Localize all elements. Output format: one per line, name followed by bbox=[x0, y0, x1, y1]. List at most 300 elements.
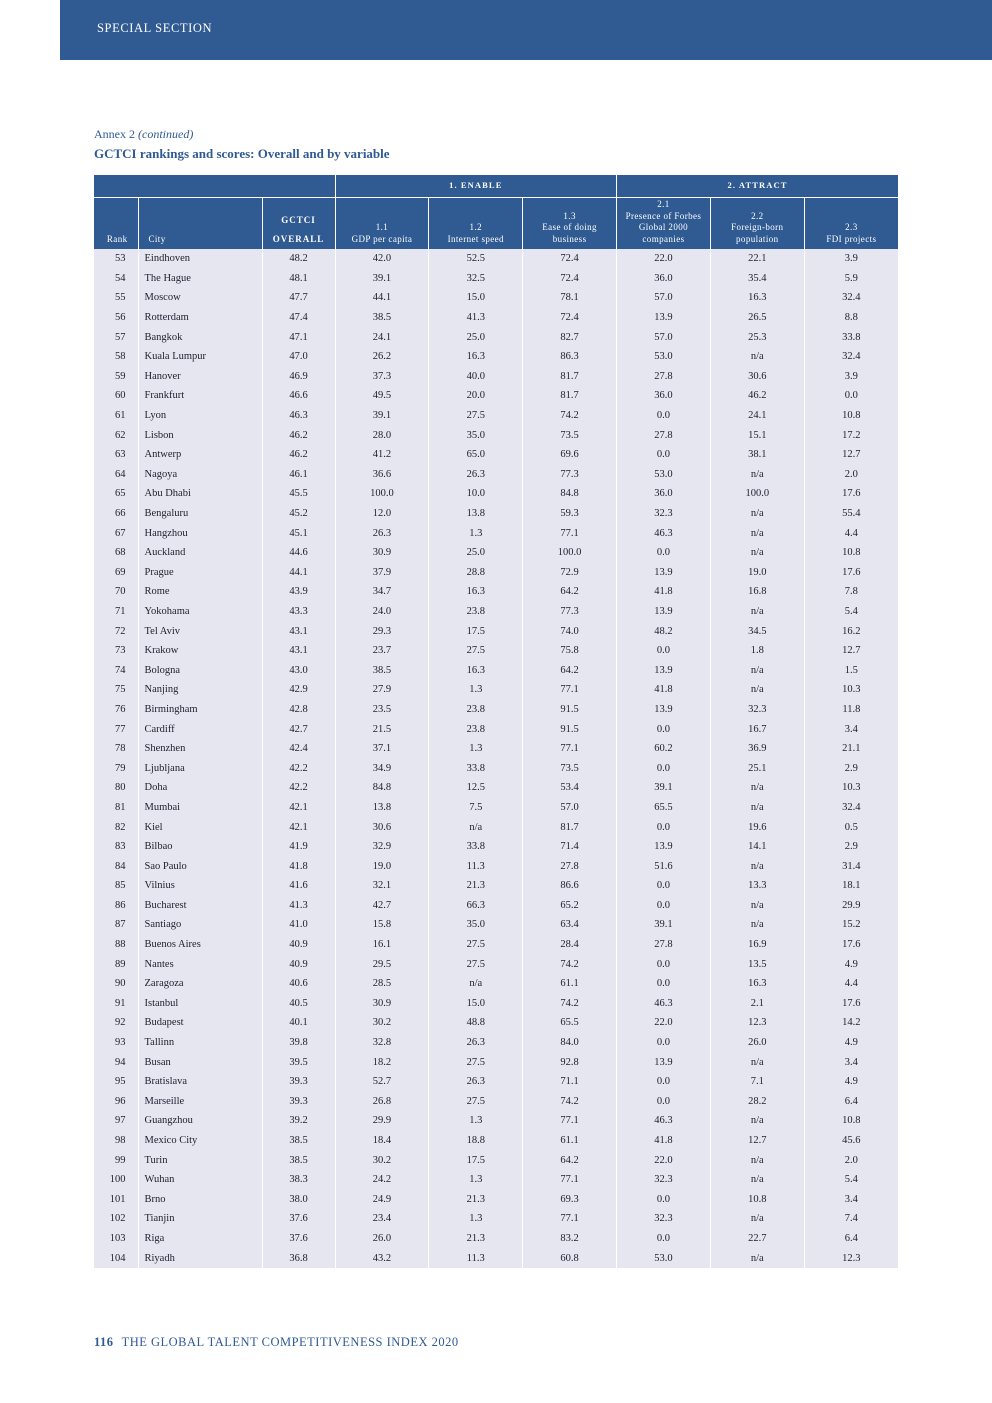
table-row bbox=[94, 994, 898, 1014]
foreign-born-cell: n/a bbox=[710, 523, 804, 543]
overall-cell: 42.1 bbox=[262, 817, 335, 837]
rank-cell: 97 bbox=[94, 1111, 138, 1131]
city-cell: Santiago bbox=[138, 915, 262, 935]
gdp-cell: 26.0 bbox=[335, 1229, 429, 1249]
col-business-name: Ease of doing business bbox=[542, 222, 597, 244]
overall-cell: 42.8 bbox=[262, 700, 335, 720]
rank-cell: 62 bbox=[94, 425, 138, 445]
fdi-cell: 12.7 bbox=[804, 641, 898, 661]
col-city: City bbox=[138, 198, 262, 250]
rank-cell: 78 bbox=[94, 739, 138, 759]
col-fdi-name: FDI projects bbox=[826, 233, 877, 244]
gdp-cell: 26.3 bbox=[335, 523, 429, 543]
business-cell: 83.2 bbox=[523, 1229, 617, 1249]
page-footer bbox=[94, 1335, 459, 1350]
forbes-cell: 0.0 bbox=[617, 758, 711, 778]
city-cell: Moscow bbox=[138, 288, 262, 308]
rank-cell: 55 bbox=[94, 288, 138, 308]
col-overall-bottom: OVERALL bbox=[272, 233, 325, 244]
internet-cell: n/a bbox=[429, 974, 523, 994]
business-cell: 82.7 bbox=[523, 327, 617, 347]
internet-cell: 17.5 bbox=[429, 621, 523, 641]
foreign-born-cell: n/a bbox=[710, 1248, 804, 1268]
gdp-cell: 37.3 bbox=[335, 367, 429, 387]
col-rank: Rank bbox=[94, 198, 138, 250]
internet-cell: 35.0 bbox=[429, 425, 523, 445]
city-cell: Bratislava bbox=[138, 1072, 262, 1092]
rank-cell: 66 bbox=[94, 504, 138, 524]
internet-cell: 27.5 bbox=[429, 1052, 523, 1072]
table-row bbox=[94, 641, 898, 661]
city-cell: Brno bbox=[138, 1190, 262, 1210]
overall-cell: 47.7 bbox=[262, 288, 335, 308]
rank-cell: 64 bbox=[94, 465, 138, 485]
business-cell: 74.2 bbox=[523, 1092, 617, 1112]
foreign-born-cell: 38.1 bbox=[710, 445, 804, 465]
rank-cell: 99 bbox=[94, 1150, 138, 1170]
internet-cell: 16.3 bbox=[429, 582, 523, 602]
gdp-cell: 21.5 bbox=[335, 719, 429, 739]
foreign-born-cell: 15.1 bbox=[710, 425, 804, 445]
forbes-cell: 51.6 bbox=[617, 856, 711, 876]
gdp-cell: 23.5 bbox=[335, 700, 429, 720]
table-row bbox=[94, 386, 898, 406]
fdi-cell: 2.9 bbox=[804, 758, 898, 778]
table-row bbox=[94, 758, 898, 778]
table-row bbox=[94, 347, 898, 367]
col-forbes-name: Presence of Forbes Global 2000 companies bbox=[625, 210, 702, 244]
rank-cell: 76 bbox=[94, 700, 138, 720]
business-cell: 81.7 bbox=[523, 367, 617, 387]
forbes-cell: 13.9 bbox=[617, 660, 711, 680]
city-cell: Mexico City bbox=[138, 1131, 262, 1151]
rank-cell: 100 bbox=[94, 1170, 138, 1190]
city-cell: Shenzhen bbox=[138, 739, 262, 759]
rank-cell: 59 bbox=[94, 367, 138, 387]
fdi-cell: 8.8 bbox=[804, 308, 898, 328]
forbes-cell: 0.0 bbox=[617, 1190, 711, 1210]
table-row bbox=[94, 465, 898, 485]
gdp-cell: 24.0 bbox=[335, 602, 429, 622]
forbes-cell: 53.0 bbox=[617, 347, 711, 367]
business-cell: 72.9 bbox=[523, 563, 617, 583]
internet-cell: 26.3 bbox=[429, 1072, 523, 1092]
business-cell: 65.5 bbox=[523, 1013, 617, 1033]
table-row bbox=[94, 523, 898, 543]
forbes-cell: 0.0 bbox=[617, 719, 711, 739]
fdi-cell: 3.4 bbox=[804, 1052, 898, 1072]
business-cell: 65.2 bbox=[523, 896, 617, 916]
gdp-cell: 84.8 bbox=[335, 778, 429, 798]
table-row bbox=[94, 406, 898, 426]
forbes-cell: 0.0 bbox=[617, 817, 711, 837]
overall-cell: 44.1 bbox=[262, 563, 335, 583]
foreign-born-cell: 14.1 bbox=[710, 837, 804, 857]
internet-cell: 23.8 bbox=[429, 700, 523, 720]
fdi-cell: 17.6 bbox=[804, 935, 898, 955]
business-cell: 91.5 bbox=[523, 719, 617, 739]
overall-cell: 36.8 bbox=[262, 1248, 335, 1268]
overall-cell: 43.1 bbox=[262, 621, 335, 641]
business-cell: 53.4 bbox=[523, 778, 617, 798]
table-row bbox=[94, 1033, 898, 1053]
city-cell: Rotterdam bbox=[138, 308, 262, 328]
city-cell: Sao Paulo bbox=[138, 856, 262, 876]
overall-cell: 47.0 bbox=[262, 347, 335, 367]
internet-cell: 32.5 bbox=[429, 269, 523, 289]
table-row bbox=[94, 563, 898, 583]
table-row bbox=[94, 602, 898, 622]
fdi-cell: 18.1 bbox=[804, 876, 898, 896]
overall-cell: 41.8 bbox=[262, 856, 335, 876]
forbes-cell: 0.0 bbox=[617, 641, 711, 661]
city-cell: Cardiff bbox=[138, 719, 262, 739]
section-banner bbox=[60, 0, 992, 60]
internet-cell: 23.8 bbox=[429, 602, 523, 622]
city-cell: Riga bbox=[138, 1229, 262, 1249]
city-cell: Rome bbox=[138, 582, 262, 602]
col-business bbox=[523, 198, 617, 250]
internet-cell: 1.3 bbox=[429, 1111, 523, 1131]
internet-cell: 23.8 bbox=[429, 719, 523, 739]
business-cell: 69.6 bbox=[523, 445, 617, 465]
overall-cell: 37.6 bbox=[262, 1229, 335, 1249]
foreign-born-cell: n/a bbox=[710, 896, 804, 916]
gdp-cell: 38.5 bbox=[335, 660, 429, 680]
forbes-cell: 53.0 bbox=[617, 465, 711, 485]
gdp-cell: 52.7 bbox=[335, 1072, 429, 1092]
internet-cell: 1.3 bbox=[429, 680, 523, 700]
gdp-cell: 19.0 bbox=[335, 856, 429, 876]
fdi-cell: 2.0 bbox=[804, 1150, 898, 1170]
table-row bbox=[94, 582, 898, 602]
fdi-cell: 11.8 bbox=[804, 700, 898, 720]
forbes-cell: 0.0 bbox=[617, 974, 711, 994]
gdp-cell: 41.2 bbox=[335, 445, 429, 465]
fdi-cell: 3.9 bbox=[804, 367, 898, 387]
overall-cell: 42.4 bbox=[262, 739, 335, 759]
rank-cell: 67 bbox=[94, 523, 138, 543]
internet-cell: 17.5 bbox=[429, 1150, 523, 1170]
internet-cell: 10.0 bbox=[429, 484, 523, 504]
foreign-born-cell: n/a bbox=[710, 798, 804, 818]
city-cell: Auckland bbox=[138, 543, 262, 563]
fdi-cell: 5.9 bbox=[804, 269, 898, 289]
rank-cell: 87 bbox=[94, 915, 138, 935]
col-gdp-name: GDP per capita bbox=[351, 233, 413, 244]
internet-cell: 35.0 bbox=[429, 915, 523, 935]
business-cell: 73.5 bbox=[523, 758, 617, 778]
forbes-cell: 0.0 bbox=[617, 1033, 711, 1053]
gdp-cell: 49.5 bbox=[335, 386, 429, 406]
rank-cell: 90 bbox=[94, 974, 138, 994]
rank-cell: 56 bbox=[94, 308, 138, 328]
gdp-cell: 32.9 bbox=[335, 837, 429, 857]
overall-cell: 37.6 bbox=[262, 1209, 335, 1229]
annex-continued: (continued) bbox=[138, 127, 194, 141]
rank-cell: 77 bbox=[94, 719, 138, 739]
forbes-cell: 22.0 bbox=[617, 1150, 711, 1170]
internet-cell: 33.8 bbox=[429, 758, 523, 778]
table-row bbox=[94, 308, 898, 328]
gdp-cell: 42.0 bbox=[335, 249, 429, 269]
gdp-cell: 38.5 bbox=[335, 308, 429, 328]
table-row bbox=[94, 817, 898, 837]
col-internet bbox=[429, 198, 523, 250]
foreign-born-cell: 46.2 bbox=[710, 386, 804, 406]
city-cell: Frankfurt bbox=[138, 386, 262, 406]
city-cell: Bengaluru bbox=[138, 504, 262, 524]
table-row bbox=[94, 445, 898, 465]
rank-cell: 91 bbox=[94, 994, 138, 1014]
gdp-cell: 39.1 bbox=[335, 269, 429, 289]
overall-cell: 46.6 bbox=[262, 386, 335, 406]
table-row bbox=[94, 288, 898, 308]
city-cell: Nantes bbox=[138, 954, 262, 974]
overall-cell: 38.0 bbox=[262, 1190, 335, 1210]
gdp-cell: 34.7 bbox=[335, 582, 429, 602]
gdp-cell: 24.2 bbox=[335, 1170, 429, 1190]
business-cell: 77.3 bbox=[523, 602, 617, 622]
fdi-cell: 6.4 bbox=[804, 1092, 898, 1112]
forbes-cell: 13.9 bbox=[617, 1052, 711, 1072]
rank-cell: 65 bbox=[94, 484, 138, 504]
foreign-born-cell: 16.3 bbox=[710, 288, 804, 308]
foreign-born-cell: 13.3 bbox=[710, 876, 804, 896]
forbes-cell: 13.9 bbox=[617, 700, 711, 720]
internet-cell: 27.5 bbox=[429, 406, 523, 426]
internet-cell: 27.5 bbox=[429, 1092, 523, 1112]
foreign-born-cell: 36.9 bbox=[710, 739, 804, 759]
foreign-born-cell: 26.0 bbox=[710, 1033, 804, 1053]
table-row bbox=[94, 1072, 898, 1092]
city-cell: Birmingham bbox=[138, 700, 262, 720]
city-cell: Ljubljana bbox=[138, 758, 262, 778]
internet-cell: 25.0 bbox=[429, 543, 523, 563]
fdi-cell: 3.4 bbox=[804, 719, 898, 739]
internet-cell: 52.5 bbox=[429, 249, 523, 269]
internet-cell: 12.5 bbox=[429, 778, 523, 798]
rank-cell: 79 bbox=[94, 758, 138, 778]
city-cell: Antwerp bbox=[138, 445, 262, 465]
fdi-cell: 10.3 bbox=[804, 778, 898, 798]
city-cell: Hanover bbox=[138, 367, 262, 387]
gdp-cell: 30.6 bbox=[335, 817, 429, 837]
city-cell: Nagoya bbox=[138, 465, 262, 485]
forbes-cell: 0.0 bbox=[617, 1092, 711, 1112]
city-cell: Abu Dhabi bbox=[138, 484, 262, 504]
table-row bbox=[94, 621, 898, 641]
business-cell: 77.1 bbox=[523, 739, 617, 759]
business-cell: 78.1 bbox=[523, 288, 617, 308]
forbes-cell: 41.8 bbox=[617, 1131, 711, 1151]
overall-cell: 40.1 bbox=[262, 1013, 335, 1033]
business-cell: 73.5 bbox=[523, 425, 617, 445]
overall-cell: 39.8 bbox=[262, 1033, 335, 1053]
table-row bbox=[94, 700, 898, 720]
business-cell: 72.4 bbox=[523, 308, 617, 328]
foreign-born-cell: n/a bbox=[710, 915, 804, 935]
city-cell: Tel Aviv bbox=[138, 621, 262, 641]
city-cell: Doha bbox=[138, 778, 262, 798]
table-row bbox=[94, 896, 898, 916]
rank-cell: 95 bbox=[94, 1072, 138, 1092]
table-row bbox=[94, 269, 898, 289]
overall-cell: 46.2 bbox=[262, 445, 335, 465]
fdi-cell: 10.8 bbox=[804, 1111, 898, 1131]
forbes-cell: 39.1 bbox=[617, 915, 711, 935]
rank-cell: 81 bbox=[94, 798, 138, 818]
gdp-cell: 36.6 bbox=[335, 465, 429, 485]
gdp-cell: 32.1 bbox=[335, 876, 429, 896]
foreign-born-cell: 7.1 bbox=[710, 1072, 804, 1092]
forbes-cell: 0.0 bbox=[617, 896, 711, 916]
gdp-cell: 30.9 bbox=[335, 994, 429, 1014]
city-cell: Bilbao bbox=[138, 837, 262, 857]
business-cell: 92.8 bbox=[523, 1052, 617, 1072]
table-row bbox=[94, 425, 898, 445]
rank-cell: 54 bbox=[94, 269, 138, 289]
fdi-cell: 45.6 bbox=[804, 1131, 898, 1151]
table-row bbox=[94, 1111, 898, 1131]
business-cell: 72.4 bbox=[523, 249, 617, 269]
foreign-born-cell: 32.3 bbox=[710, 700, 804, 720]
table-header bbox=[94, 175, 898, 249]
fdi-cell: 1.5 bbox=[804, 660, 898, 680]
city-cell: Riyadh bbox=[138, 1248, 262, 1268]
internet-cell: 28.8 bbox=[429, 563, 523, 583]
annex-label bbox=[94, 127, 193, 142]
rank-cell: 86 bbox=[94, 896, 138, 916]
foreign-born-cell: n/a bbox=[710, 1209, 804, 1229]
forbes-cell: 13.9 bbox=[617, 602, 711, 622]
foreign-born-cell: 35.4 bbox=[710, 269, 804, 289]
business-cell: 74.2 bbox=[523, 954, 617, 974]
internet-cell: 21.3 bbox=[429, 876, 523, 896]
foreign-born-cell: n/a bbox=[710, 856, 804, 876]
table-row bbox=[94, 1150, 898, 1170]
overall-cell: 47.1 bbox=[262, 327, 335, 347]
fdi-cell: 17.6 bbox=[804, 563, 898, 583]
fdi-cell: 6.4 bbox=[804, 1229, 898, 1249]
rank-cell: 73 bbox=[94, 641, 138, 661]
overall-cell: 41.9 bbox=[262, 837, 335, 857]
foreign-born-cell: 16.8 bbox=[710, 582, 804, 602]
foreign-born-cell: n/a bbox=[710, 1111, 804, 1131]
city-cell: Buenos Aires bbox=[138, 935, 262, 955]
gdp-cell: 13.8 bbox=[335, 798, 429, 818]
rank-cell: 58 bbox=[94, 347, 138, 367]
foreign-born-cell: 22.7 bbox=[710, 1229, 804, 1249]
overall-cell: 44.6 bbox=[262, 543, 335, 563]
fdi-cell: 17.6 bbox=[804, 484, 898, 504]
forbes-cell: 32.3 bbox=[617, 504, 711, 524]
fdi-cell: 29.9 bbox=[804, 896, 898, 916]
city-cell: Budapest bbox=[138, 1013, 262, 1033]
forbes-cell: 41.8 bbox=[617, 582, 711, 602]
fdi-cell: 7.4 bbox=[804, 1209, 898, 1229]
rank-cell: 98 bbox=[94, 1131, 138, 1151]
forbes-cell: 0.0 bbox=[617, 1072, 711, 1092]
overall-cell: 42.1 bbox=[262, 798, 335, 818]
col-gdp-num: 1.1 bbox=[375, 222, 389, 232]
internet-cell: 40.0 bbox=[429, 367, 523, 387]
foreign-born-cell: 16.7 bbox=[710, 719, 804, 739]
fdi-cell: 32.4 bbox=[804, 288, 898, 308]
rank-cell: 101 bbox=[94, 1190, 138, 1210]
business-cell: 77.1 bbox=[523, 523, 617, 543]
foreign-born-cell: 22.1 bbox=[710, 249, 804, 269]
city-cell: Lyon bbox=[138, 406, 262, 426]
table-row bbox=[94, 778, 898, 798]
business-cell: 74.2 bbox=[523, 994, 617, 1014]
forbes-cell: 22.0 bbox=[617, 249, 711, 269]
internet-cell: 27.5 bbox=[429, 954, 523, 974]
rank-cell: 104 bbox=[94, 1248, 138, 1268]
col-fdi bbox=[804, 198, 898, 250]
overall-cell: 41.0 bbox=[262, 915, 335, 935]
forbes-cell: 0.0 bbox=[617, 445, 711, 465]
overall-cell: 41.3 bbox=[262, 896, 335, 916]
business-cell: 61.1 bbox=[523, 1131, 617, 1151]
foreign-born-cell: 100.0 bbox=[710, 484, 804, 504]
gdp-cell: 100.0 bbox=[335, 484, 429, 504]
business-cell: 77.1 bbox=[523, 680, 617, 700]
business-cell: 84.8 bbox=[523, 484, 617, 504]
fdi-cell: 33.8 bbox=[804, 327, 898, 347]
gdp-cell: 29.3 bbox=[335, 621, 429, 641]
forbes-cell: 27.8 bbox=[617, 935, 711, 955]
table-row bbox=[94, 1052, 898, 1072]
forbes-cell: 32.3 bbox=[617, 1170, 711, 1190]
gdp-cell: 23.7 bbox=[335, 641, 429, 661]
col-foreign-born-num: 2.2 bbox=[751, 210, 764, 221]
gdp-cell: 27.9 bbox=[335, 680, 429, 700]
city-cell: Eindhoven bbox=[138, 249, 262, 269]
table-row bbox=[94, 856, 898, 876]
internet-cell: 33.8 bbox=[429, 837, 523, 857]
forbes-cell: 46.3 bbox=[617, 994, 711, 1014]
table-row bbox=[94, 719, 898, 739]
business-cell: 60.8 bbox=[523, 1248, 617, 1268]
overall-cell: 40.9 bbox=[262, 954, 335, 974]
city-cell: Guangzhou bbox=[138, 1111, 262, 1131]
business-cell: 72.4 bbox=[523, 269, 617, 289]
fdi-cell: 0.0 bbox=[804, 386, 898, 406]
internet-cell: 1.3 bbox=[429, 1170, 523, 1190]
forbes-cell: 36.0 bbox=[617, 386, 711, 406]
overall-cell: 43.9 bbox=[262, 582, 335, 602]
business-cell: 64.2 bbox=[523, 582, 617, 602]
fdi-cell: 7.8 bbox=[804, 582, 898, 602]
business-cell: 64.2 bbox=[523, 660, 617, 680]
gdp-cell: 29.5 bbox=[335, 954, 429, 974]
gdp-cell: 26.2 bbox=[335, 347, 429, 367]
rank-cell: 88 bbox=[94, 935, 138, 955]
overall-cell: 48.2 bbox=[262, 249, 335, 269]
forbes-cell: 13.9 bbox=[617, 563, 711, 583]
col-forbes bbox=[617, 198, 711, 250]
table-row bbox=[94, 974, 898, 994]
foreign-born-cell: 34.5 bbox=[710, 621, 804, 641]
col-foreign-born bbox=[710, 198, 804, 250]
city-cell: Bangkok bbox=[138, 327, 262, 347]
table-row bbox=[94, 876, 898, 896]
city-cell: Krakow bbox=[138, 641, 262, 661]
city-cell: Turin bbox=[138, 1150, 262, 1170]
overall-cell: 42.2 bbox=[262, 778, 335, 798]
fdi-cell: 32.4 bbox=[804, 798, 898, 818]
